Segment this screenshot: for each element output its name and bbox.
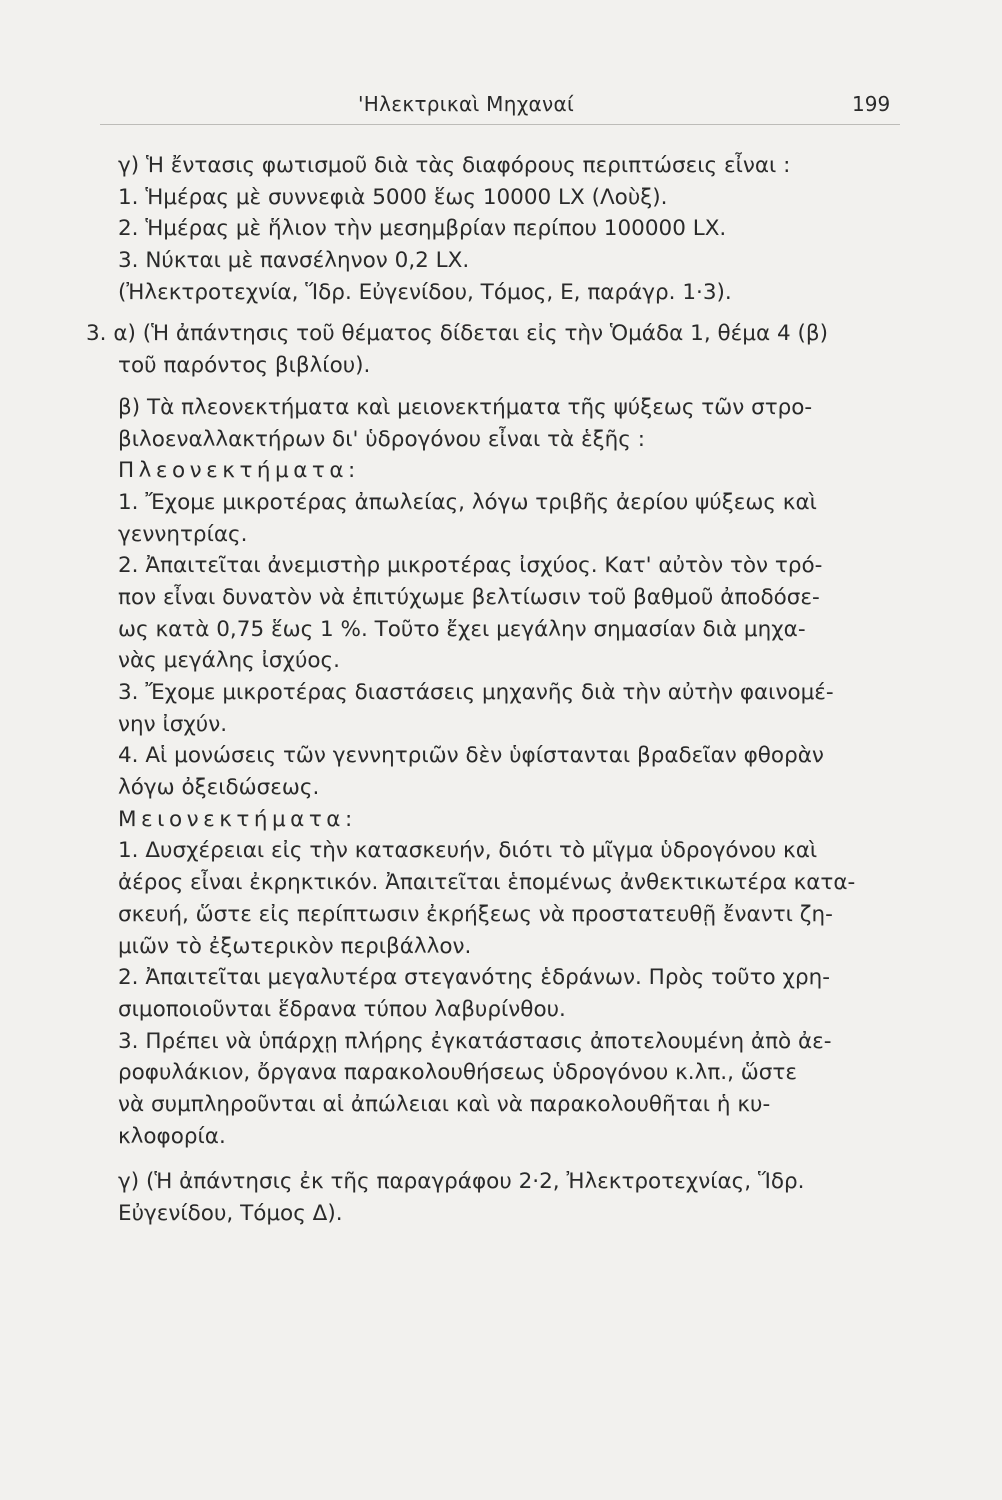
text-line: 1. Ἡμέρας μὲ συννεφιὰ 5000 ἕως 10000 LX (Λοὺξ). [118, 184, 668, 210]
text-line: νὰ συμπληροῦνται αἱ ἀπώλειαι καὶ νὰ παρακολουθῆται ἡ κυ- [118, 1091, 771, 1117]
text-line: ως κατὰ 0,75 ἕως 1 %. Τοῦτο ἔχει μεγάλην σημασίαν διὰ μηχα- [118, 616, 806, 642]
text-line: β) Τὰ πλεονεκτήματα καὶ μειονεκτήματα τῆς ψύξεως τῶν στρο- [118, 394, 813, 420]
text-line: Εὐγενίδου, Τόμος Δ). [118, 1201, 343, 1226]
section-heading: Μειονεκτήματα: [118, 806, 357, 832]
text-line: κλοφορία. [118, 1123, 226, 1149]
text-line: 3. Νύκται μὲ πανσέληνον 0,2 LX. [118, 248, 470, 274]
text-line: πον εἶναι δυνατὸν νὰ ἐπιτύχωμε βελτίωσιν τοῦ βαθμοῦ ἀποδόσε- [118, 584, 820, 610]
page-body [86, 150, 900, 1230]
text-line: 3. α) (Ἡ ἀπάντησις τοῦ θέματος δίδεται εἰς τὴν Ὁμάδα 1, θέμα 4 (β) [86, 321, 828, 347]
text-line: 1. Ἔχομε μικροτέρας ἀπωλείας, λόγω τριβῆς ἀερίου ψύξεως καὶ [118, 489, 817, 515]
text-line: γ) (Ἡ ἀπάντησις ἐκ τῆς παραγράφου 2·2, Ἠλεκτροτεχνίας, Ἵδρ. [118, 1169, 805, 1195]
text-line: τοῦ παρόντος βιβλίου). [118, 353, 371, 379]
text-line: σκευή, ὥστε εἰς περίπτωσιν ἐκρήξεως νὰ προστατευθῇ ἔναντι ζη- [118, 901, 833, 927]
text-line: ἀέρος εἶναι ἐκρηκτικόν. Ἀπαιτεῖται ἑπομένως ἀνθεκτικωτέρα κατα- [118, 870, 856, 896]
text-line: βιλοεναλλακτήρων δι' ὑδρογόνου εἶναι τὰ ἑξῆς : [118, 426, 645, 452]
text-line: 3. Πρέπει νὰ ὑπάρχῃ πλήρης ἐγκατάστασις ἀποτελουμένη ἀπὸ ἀε- [118, 1028, 832, 1054]
section-heading: Πλεονεκτήματα: [118, 458, 360, 484]
text-line: σιμοποιοῦνται ἕδρανα τύπου λαβυρίνθου. [118, 996, 566, 1022]
text-line: 2. Ἀπαιτεῖται ἀνεμιστὴρ μικροτέρας ἰσχύος. Κατ' αὐτὸν τὸν τρό- [118, 553, 823, 579]
text-line: νην ἰσχύν. [118, 711, 228, 737]
text-line: 3. Ἔχομε μικροτέρας διαστάσεις μηχανῆς διὰ τὴν αὐτὴν φαινομέ- [118, 680, 834, 705]
text-line: 4. Αἱ μονώσεις τῶν γεννητριῶν δὲν ὑφίστανται βραδεῖαν φθορὰν [118, 743, 824, 769]
header-rule [100, 124, 900, 125]
text-line: λόγω ὀξειδώσεως. [118, 775, 320, 801]
text-line: μιῶν τὸ ἐξωτερικὸν περιβάλλον. [118, 933, 472, 959]
text-line: (Ἠλεκτροτεχνία, Ἵδρ. Εὐγενίδου, Τόμος, Ε, παράγρ. 1·3). [118, 279, 732, 305]
page-number: 199 [852, 92, 891, 116]
text-line: νὰς μεγάλης ἰσχύος. [118, 648, 341, 674]
text-line: γεννητρίας. [118, 521, 248, 547]
text-line: γ) Ἡ ἔντασις φωτισμοῦ διὰ τὰς διαφόρους περιπτώσεις εἶναι : [118, 153, 791, 178]
text-line: ροφυλάκιον, ὄργανα παρακολουθήσεως ὑδρογόνου κ.λπ., ὥστε [118, 1060, 797, 1086]
text-line: 1. Δυσχέρειαι εἰς τὴν κατασκευήν, διότι τὸ μῖγμα ὑδρογόνου καὶ [118, 838, 818, 864]
text-line: 2. Ἡμέρας μὲ ἥλιον τὴν μεσημβρίαν περίπου 100000 LX. [118, 216, 727, 242]
text-line: 2. Ἀπαιτεῖται μεγαλυτέρα στεγανότης ἑδράνων. Πρὸς τοῦτο χρη- [118, 965, 830, 991]
running-title: 'Ηλεκτρικαὶ Μηχαναί [358, 92, 575, 116]
